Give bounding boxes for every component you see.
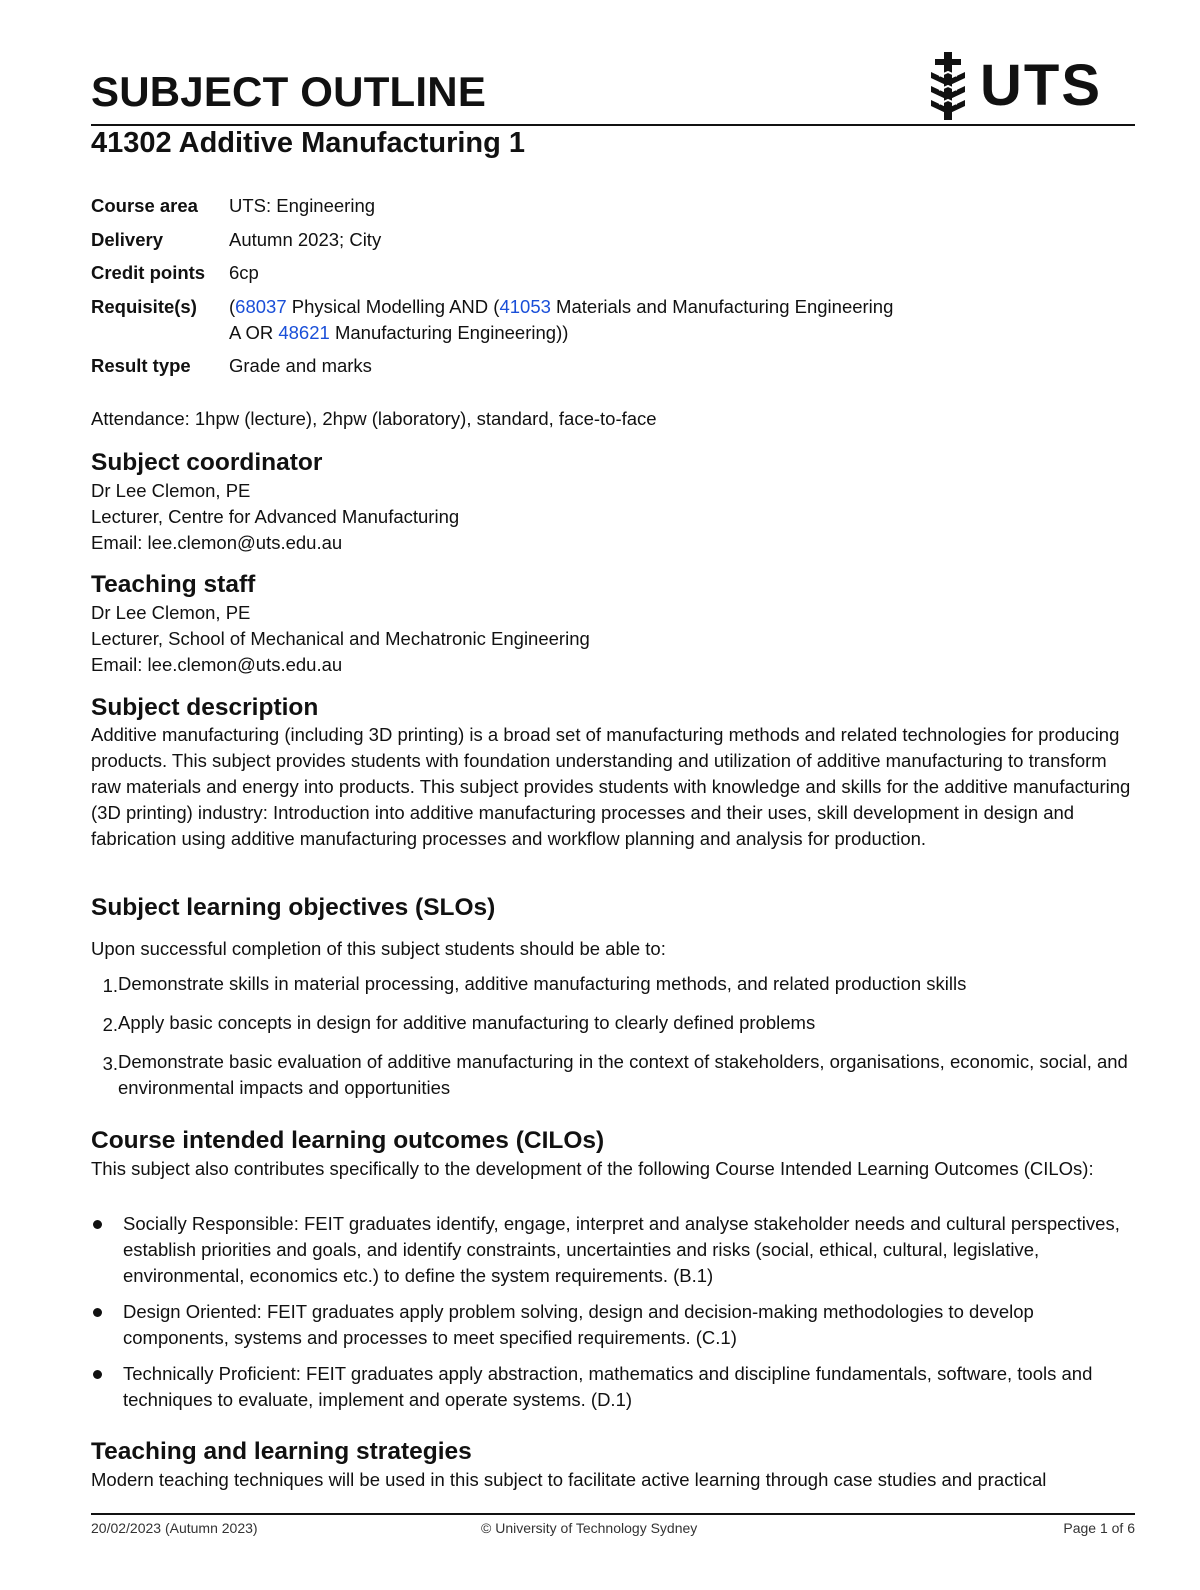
meta-row-credit-points <box>91 260 989 286</box>
attendance: Attendance: 1hpw (lecture), 2hpw (laboratory), standard, face-to-face <box>91 408 657 429</box>
list-text: Socially Responsible: FEIT graduates identify, engage, interpret and analyse stakeholder needs and cultural perspectives, establish priorities and goals, and identify constraints, uncertainties and risks (social, ethical, cultural, legislative, environmental, economics etc.) to define the system requirements. (B.1) <box>123 1213 1120 1286</box>
list-item <box>91 1211 1136 1289</box>
req-link-41053[interactable]: 41053 <box>499 295 551 317</box>
strategies-heading: Teaching and learning strategies <box>91 1438 472 1465</box>
meta-row-result-type <box>91 353 989 379</box>
list-text: Demonstrate basic evaluation of additive manufacturing in the context of stakeholders, organisations, economic, social, and environmental impacts and opportunities <box>118 1051 1128 1098</box>
slos-heading: Subject learning objectives (SLOs) <box>91 894 496 921</box>
strategies-text: Modern teaching techniques will be used in this subject to facilitate active learning through case studies and practical <box>91 1469 1047 1490</box>
requisites-value <box>229 294 989 346</box>
page-title: SUBJECT OUTLINE <box>91 68 487 115</box>
uts-logo <box>925 50 1102 122</box>
req-link-68037[interactable]: 68037 <box>235 295 287 317</box>
footer-copyright: © University of Technology Sydney <box>481 1520 698 1536</box>
footer-date: 20/02/2023 (Autumn 2023) <box>91 1520 258 1536</box>
req-text: ( <box>229 295 236 317</box>
result-type-value: Grade and marks <box>229 355 372 376</box>
staff-block <box>91 600 1131 678</box>
credit-points-value: 6cp <box>229 262 259 283</box>
list-item <box>91 971 1131 999</box>
description-heading: Subject description <box>91 694 319 721</box>
staff-heading: Teaching staff <box>91 571 256 598</box>
logo-text: UTS <box>980 53 1102 118</box>
staff-role: Lecturer, School of Mechanical and Mechatronic Engineering <box>91 628 590 649</box>
req-link-48621[interactable]: 48621 <box>278 321 330 343</box>
uts-crest-icon <box>925 50 971 122</box>
list-item <box>91 1361 1136 1413</box>
meta-row-requisites <box>91 294 989 346</box>
bullet-icon <box>91 1361 123 1413</box>
list-number: 1. <box>102 975 118 996</box>
requisites-label: Requisite(s) <box>91 295 197 317</box>
footer-page-number: Page 1 of 6 <box>1063 1520 1135 1536</box>
req-text: Physical Modelling AND ( <box>286 295 500 317</box>
coordinator-role: Lecturer, Centre for Advanced Manufacturing <box>91 506 460 527</box>
meta-row-delivery <box>91 227 989 253</box>
list-item <box>91 1049 1131 1101</box>
list-text: Design Oriented: FEIT graduates apply problem solving, design and decision-making methodologies to develop components, systems and processes to meet specified requirements. (C.1) <box>123 1301 1034 1348</box>
slos-list <box>91 971 1131 1112</box>
cilos-heading: Course intended learning outcomes (CILOs) <box>91 1127 605 1154</box>
coordinator-heading: Subject coordinator <box>91 449 323 476</box>
staff-email: Email: lee.clemon@uts.edu.au <box>91 654 343 675</box>
coordinator-email: Email: lee.clemon@uts.edu.au <box>91 532 343 553</box>
delivery-value: Autumn 2023; City <box>229 228 382 250</box>
list-item <box>91 1010 1131 1038</box>
description-text: Additive manufacturing (including 3D printing) is a broad set of manufacturing methods and related technologies for producing products. This subject provides students with foundation understanding and utilization of additive manufacturing to transform raw materials and energy into products. This subject provides students with knowledge and skills for the additive manufacturing (3D printing) industry: Introduction into additive manufacturing processes and their uses, skill development in design and fabrication using additive manufacturing processes and workflow planning and analysis for production. <box>91 724 1131 849</box>
cilos-list <box>91 1211 1136 1423</box>
header-rule <box>91 124 1135 126</box>
req-text: A OR <box>229 321 279 343</box>
slos-intro: Upon successful completion of this subject students should be able to: <box>91 938 666 959</box>
subject-meta <box>91 193 989 387</box>
bullet-icon <box>91 1211 123 1289</box>
footer-rule <box>91 1513 1135 1515</box>
credit-points-label: Credit points <box>91 262 206 283</box>
list-text: Demonstrate skills in material processing, additive manufacturing methods, and related production skills <box>118 973 967 994</box>
coordinator-name: Dr Lee Clemon, PE <box>91 480 251 501</box>
delivery-label: Delivery <box>91 228 163 250</box>
subject-title: 41302 Additive Manufacturing 1 <box>91 127 526 159</box>
course-area-label: Course area <box>91 195 198 216</box>
list-text: Technically Proficient: FEIT graduates apply abstraction, mathematics and discipline fundamentals, software, tools and techniques to evaluate, implement and operate systems. (D.1) <box>123 1363 1093 1410</box>
req-text: Manufacturing Engineering)) <box>329 321 569 343</box>
result-type-label: Result type <box>91 355 191 376</box>
cilos-intro: This subject also contributes specifically to the development of the following Course Intended Learning Outcomes (CILOs): <box>91 1158 1094 1179</box>
list-number: 3. <box>102 1053 118 1074</box>
coordinator-block <box>91 478 1131 556</box>
req-text: Materials and Manufacturing Engineering <box>550 295 894 317</box>
staff-name: Dr Lee Clemon, PE <box>91 602 251 623</box>
meta-row-course-area <box>91 193 989 219</box>
course-area-value: UTS: Engineering <box>229 195 376 216</box>
bullet-icon <box>91 1299 123 1351</box>
list-text: Apply basic concepts in design for additive manufacturing to clearly defined problems <box>118 1012 816 1033</box>
list-number: 2. <box>102 1014 118 1035</box>
list-item <box>91 1299 1136 1351</box>
